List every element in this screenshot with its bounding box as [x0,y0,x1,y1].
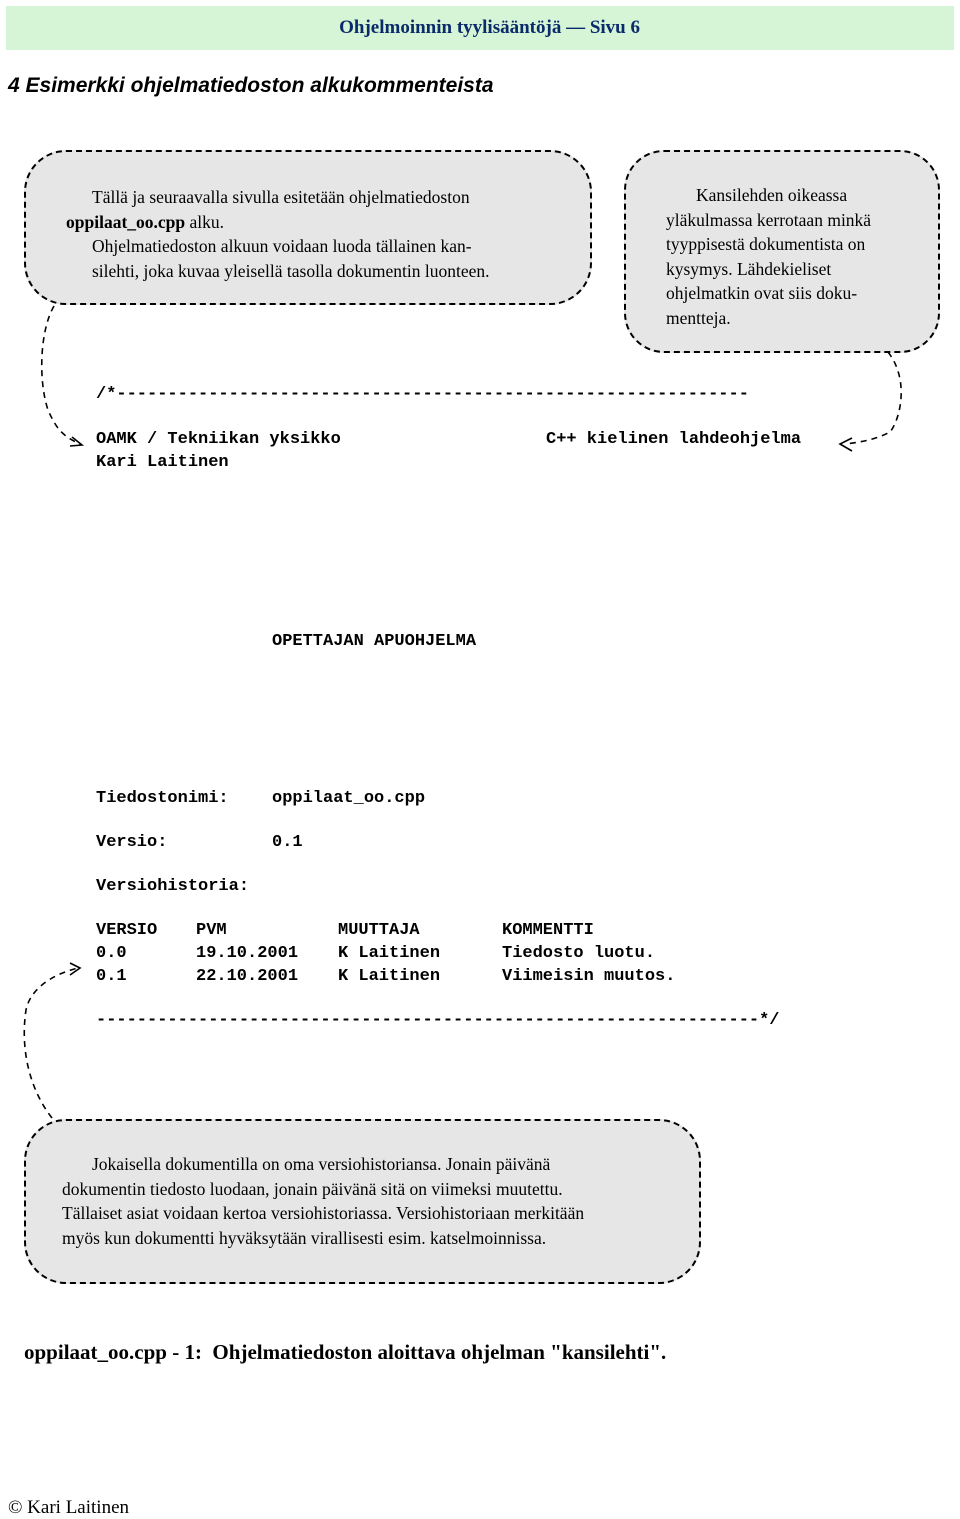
page-header-title: Ohjelmoinnin tyylisääntöjä — Sivu 6 [339,17,640,38]
cover-info-callout [624,150,940,353]
author-line: Kari Laitinen [96,453,229,472]
arrowhead-right [840,438,852,451]
intro-callout-line3: Ohjelmatiedoston alkuun voidaan luoda tällainen kan- [92,236,472,256]
comment-start: /*-------------------------------------------------------------- [96,385,749,404]
section-title: 4 Esimerkki ohjelmatiedoston alkukommenteista [8,74,494,97]
history-row-2-comment: Viimeisin muutos. [502,967,676,986]
version-history-line2: dokumentin tiedosto luodaan, jonain päivänä sitä on viimeksi muutettu. [62,1178,563,1199]
history-row-1-version: 0.0 [96,944,127,963]
version-history-line1: Jokaisella dokumentilla on oma versiohistoriansa. Jonain päivänä [92,1154,551,1174]
cover-info-line1: Kansilehden oikeassa [696,185,848,205]
history-row-1-modifier: K Laitinen [338,944,441,963]
cover-info-line6: mentteja. [666,307,731,328]
history-header-date: PVM [196,921,227,940]
cover-info-line3: tyyppisestä dokumentista on [666,234,866,254]
organization-line: OAMK / Tekniikan yksikko [96,430,341,449]
figure-caption: oppilaat_oo.cpp - 1: Ohjelmatiedoston aloittava ohjelman "kansilehti". [24,1340,667,1364]
intro-callout [24,150,592,305]
arrow-bottom [24,968,78,1118]
version-history-line3: Tällaiset asiat voidaan kertoa versiohistoriassa. Versiohistoriaan merkitään [62,1203,585,1223]
version-history-line4: myös kun dokumentti hyväksytään virallisesti esim. katselmoinnissa. [62,1227,547,1248]
history-header-version: VERSIO [96,921,158,940]
version-value: 0.1 [272,833,303,852]
cover-info-line4: kysymys. Lähdekieliset [666,258,832,279]
copyright-footer: © Kari Laitinen [8,1497,130,1518]
intro-callout-line4: silehti, joka kuvaa yleisellä tasolla dokumentin luonteen. [92,260,490,281]
cover-info-line5: ohjelmatkin ovat siis doku- [666,283,858,303]
history-header-comment: KOMMENTTI [502,921,594,940]
arrow-left-top [42,306,80,444]
comment-end: -----------------------------------------------------------------*/ [96,1011,780,1030]
version-label: Versio: [96,833,168,852]
history-header-modifier: MUUTTAJA [338,921,420,940]
document-type-line: C++ kielinen lahdeohjelma [546,430,802,449]
arrow-right-top [846,352,901,444]
history-row-1-comment: Tiedosto luotu. [502,944,656,963]
arrowhead-left [70,437,82,446]
history-label: Versiohistoria: [96,877,250,896]
history-row-2-date: 22.10.2001 [196,967,299,986]
filename-label: Tiedostonimi: [96,789,229,808]
filename-value: oppilaat_oo.cpp [272,789,426,808]
intro-callout-line2-rest: alku. [185,211,225,232]
history-row-1-date: 19.10.2001 [196,944,299,963]
history-row-2-version: 0.1 [96,967,127,986]
intro-callout-line2 [66,210,570,235]
intro-callout-filename: oppilaat_oo.cpp [66,211,186,232]
intro-callout-line1: Tällä ja seuraavalla sivulla esitetään ohjelmatiedoston [92,187,470,207]
program-title: OPETTAJAN APUOHJELMA [272,632,477,651]
history-row-2-modifier: K Laitinen [338,967,441,986]
cover-info-line2: yläkulmassa kerrotaan minkä [666,209,872,230]
version-history-callout [24,1119,701,1284]
